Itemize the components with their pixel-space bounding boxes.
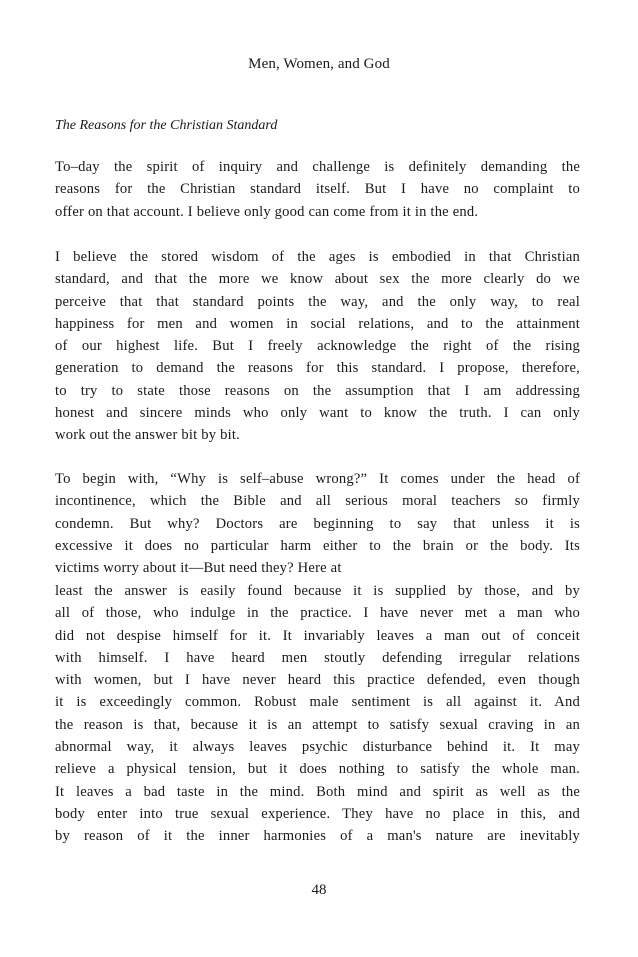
text-line: by reason of it the inner harmonies of a man's nature are inevitably bbox=[55, 828, 580, 845]
paragraph-1 bbox=[55, 156, 580, 223]
running-head: Men, Women, and God bbox=[248, 56, 390, 72]
text-line: body enter into true sexual experience. They have no place in this, and bbox=[55, 805, 580, 822]
text-line: all of those, who indulge in the practice. I have never met a man who bbox=[55, 605, 580, 622]
text-line: with women, but I have never heard this practice defended, even though bbox=[55, 672, 580, 689]
section-title: The Reasons for the Christian Standard bbox=[55, 118, 278, 133]
text-line: did not despise himself for it. It invariably leaves a man out of conceit bbox=[55, 627, 580, 644]
text-line: to try to state those reasons on the assumption that I am addressing bbox=[55, 382, 580, 399]
paragraph-3 bbox=[55, 468, 580, 579]
text-line: It leaves a bad taste in the mind. Both mind and spirit as well as the bbox=[55, 783, 580, 800]
text-line: relieve a physical tension, but it does nothing to satisfy the whole man. bbox=[55, 761, 580, 778]
paragraph-4 bbox=[55, 580, 580, 848]
text-line: condemn. But why? Doctors are beginning to say that unless it is bbox=[55, 515, 580, 532]
page-number: 48 bbox=[311, 882, 327, 898]
text-line: generation to demand the reasons for this standard. I propose, therefore, bbox=[55, 360, 580, 377]
text-line: incontinence, which the Bible and all serious moral teachers so firmly bbox=[55, 493, 580, 510]
text-line: offer on that account. I believe only good can come from it in the end. bbox=[55, 203, 479, 220]
text-line: abnormal way, it always leaves psychic disturbance behind it. It may bbox=[55, 739, 580, 756]
text-line: least the answer is easily found because it is supplied by those, and by bbox=[55, 583, 580, 599]
text-line: honest and sincere minds who only want to know the truth. I can only bbox=[55, 405, 580, 422]
text-line: it is exceedingly common. Robust male sentiment is all against it. And bbox=[55, 694, 580, 711]
text-line: To–day the spirit of inquiry and challenge is definitely demanding the bbox=[55, 159, 580, 175]
text-line: I believe the stored wisdom of the ages is embodied in that Christian bbox=[55, 249, 580, 265]
text-line: work out the answer bit by bit. bbox=[55, 427, 240, 444]
text-line: perceive that that standard points the way, and the only way, to real bbox=[55, 293, 580, 310]
text-line: standard, and that the more we know about sex the more clearly do we bbox=[55, 271, 580, 288]
text-line: reasons for the Christian standard itself. But I have no complaint to bbox=[55, 181, 580, 198]
text-line: the reason is that, because it is an attempt to satisfy sexual craving in an bbox=[55, 716, 580, 733]
text-line: victims worry about it—But need they? Here at bbox=[55, 560, 342, 577]
text-line: with himself. I have heard men stoutly defending irregular relations bbox=[55, 649, 580, 666]
text-line: of our highest life. But I freely acknowledge the right of the rising bbox=[55, 338, 580, 355]
paragraph-2 bbox=[55, 246, 580, 447]
text-line: excessive it does no particular harm either to the brain or the body. Its bbox=[55, 537, 580, 554]
text-line: happiness for men and women in social relations, and to the attainment bbox=[55, 315, 580, 332]
text-line: To begin with, “Why is self–abuse wrong?” It comes under the head of bbox=[55, 471, 580, 487]
